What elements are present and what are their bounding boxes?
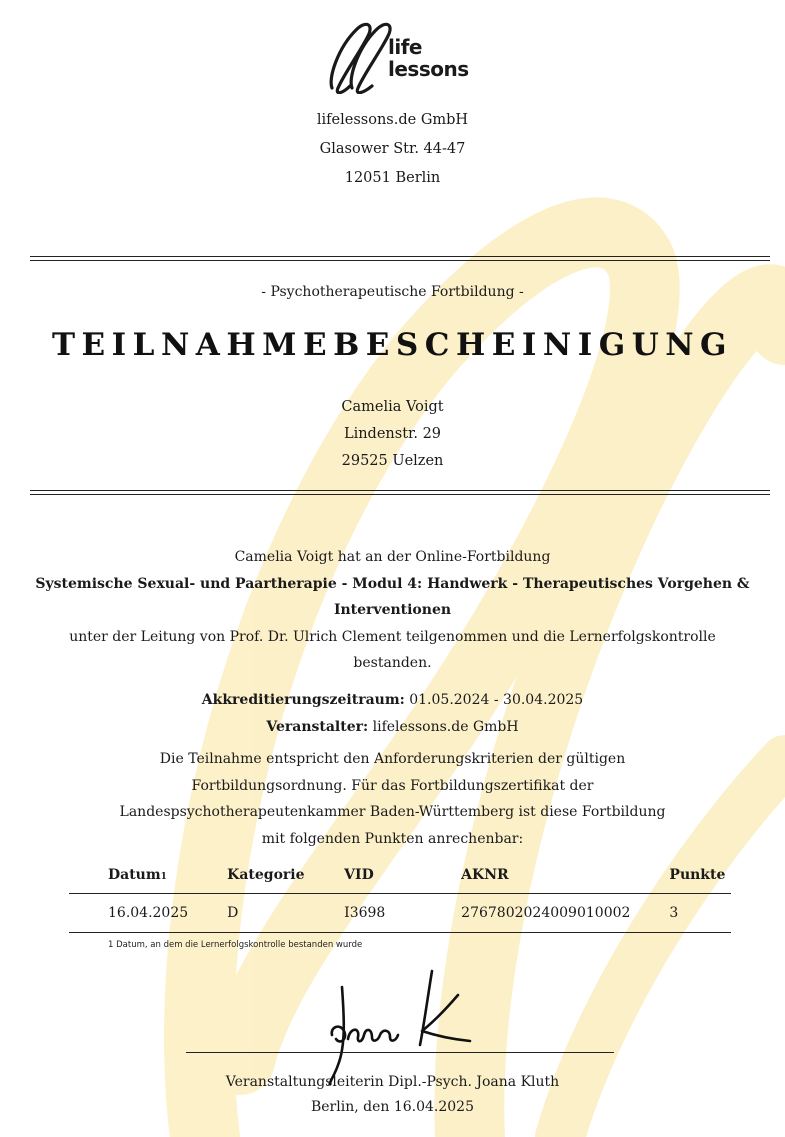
intro-text: Camelia Voigt hat an der Online-Fortbildung [234,549,551,565]
brand-wordmark [388,36,469,80]
issuer-city: 12051 Berlin [344,170,441,186]
header-kategorie: Kategorie [188,856,305,894]
issuer-company: lifelessons.de GmbH [316,112,469,128]
course-title-line-2: Interventionen [333,602,452,618]
place-date: Berlin, den 16.04.2025 [310,1099,474,1115]
cell-punkte: 3 [630,894,731,933]
course-description [0,544,785,677]
table-footnote: 1 Datum, an dem die Lernerfolgskontrolle bestanden wurde [108,940,363,950]
table-header-row [69,856,731,894]
criteria-line-4: mit folgenden Punkten anrechenbar: [261,830,524,847]
lead-text-line-2: bestanden. [353,655,432,671]
accreditation-period [0,687,785,714]
recipient-city: 29525 Uelzen [341,453,444,469]
lead-text-line-1: unter der Leitung von Prof. Dr. Ulrich Clement teilgenommen und die Lernerfolgskontrolle [69,628,716,645]
criteria-text [0,746,785,852]
criteria-line-2: Fortbildungsordnung. Für das Fortbildungszertifikat der [191,777,594,794]
middle-divider [30,490,770,495]
accreditation-value: 01.05.2024 - 30.04.2025 [404,692,584,708]
cell-datum: 16.04.2025 [69,894,188,933]
organizer [0,714,785,741]
organizer-label: Veranstalter: [266,718,369,735]
signature-caption [0,1070,785,1120]
issuer-address [0,106,785,193]
table-row [69,894,731,933]
header-aknr: AKNR [422,856,630,894]
cell-vid: I3698 [305,894,422,933]
course-title-line-1: Systemische Sexual- und Paartherapie - Modul 4: Handwerk - Therapeutisches Vorgehen & [35,575,750,592]
recipient-street: Lindenstr. 29 [343,426,442,442]
header-punkte: Punkte [630,856,731,894]
cell-kategorie: D [188,894,305,933]
criteria-line-1: Die Teilnahme entspricht den Anforderungskriterien der gültigen [159,751,626,767]
certificate-subtitle: - Psychotherapeutische Fortbildung - [261,284,524,300]
issuer-street: Glasower Str. 44-47 [319,141,466,157]
logo-line-1: life [388,35,422,59]
cell-aknr: 2767802024009010002 [422,894,630,933]
header-vid: VID [305,856,422,894]
recipient-address [0,394,785,475]
logo-line-2: lessons [388,57,469,81]
date-footnote-mark: 1 [160,871,167,882]
accreditation-label: Akkreditierungszeitraum: [201,692,405,708]
certificate-title: TEILNAHMEBESCHEINIGUNG [51,327,734,363]
organizer-value: lifelessons.de GmbH [368,718,519,735]
header-datum: Datum1 [69,856,188,894]
signature-image [300,965,490,1085]
signer-name: Veranstaltungsleiterin Dipl.-Psych. Joana Kluth [225,1074,560,1090]
accreditation-info [0,687,785,740]
top-divider [30,256,770,261]
recipient-name: Camelia Voigt [341,399,444,415]
criteria-line-3: Landespsychotherapeutenkammer Baden-Württemberg ist diese Fortbildung [119,804,666,820]
signature-line [186,1052,614,1053]
points-table [69,856,731,933]
